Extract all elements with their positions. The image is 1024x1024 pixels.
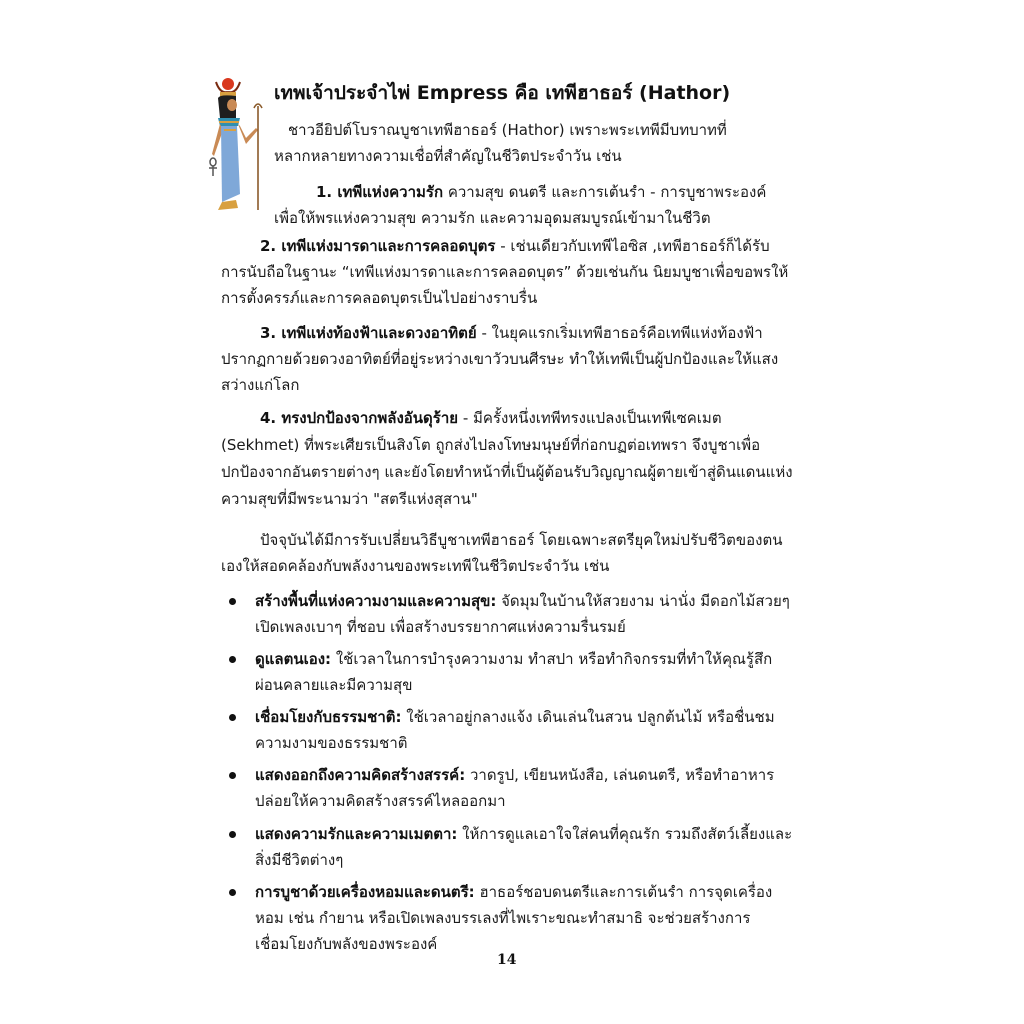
modern-line: เองให้สอดคล้องกับพลังงานของพระเทพีในชีวิตประจำวัน เช่น bbox=[221, 557, 610, 575]
role-text-line: ความสุขที่มีพระนามว่า "สตรีแห่งสุสาน" bbox=[221, 490, 478, 508]
bullet-item bbox=[255, 765, 774, 785]
role-text: ความสุข ดนตรี และการเต้นรำ - การบูชาพระองค์ bbox=[443, 183, 767, 201]
bullet-text-line: สิ่งมีชีวิตต่างๆ bbox=[255, 851, 344, 869]
role-text-line: (Sekhmet) ที่พระเศียรเป็นสิงโต ถูกส่งไปลงโทษมนุษย์ที่ก่อกบฏต่อเทพรา จึงบูชาเพื่อ bbox=[221, 436, 761, 454]
bullet-dot bbox=[229, 889, 236, 896]
bullet-item bbox=[255, 824, 792, 844]
role-heading: 2. เทพีแห่งมารดาและการคลอดบุตร bbox=[260, 237, 496, 255]
bullet-text: ให้การดูแลเอาใจใส่คนที่คุณรัก รวมถึงสัตว์เลี้ยงและ bbox=[457, 825, 793, 843]
role-text-line: เพื่อให้พรแห่งความสุข ความรัก และความอุดมสมบูรณ์เข้ามาในชีวิต bbox=[274, 209, 711, 227]
bullet-heading: เชื่อมโยงกับธรรมชาติ: bbox=[255, 708, 402, 726]
bullet-text-line: ปล่อยให้ความคิดสร้างสรรค์ไหลออกมา bbox=[255, 792, 506, 810]
bullet-text: ฮาธอร์ชอบดนตรีและการเต้นรำ การจุดเครื่อง bbox=[474, 883, 773, 901]
role-item bbox=[260, 323, 763, 343]
intro-line: หลากหลายทางความเชื่อที่สำคัญในชีวิตประจำวัน เช่น bbox=[274, 147, 622, 165]
bullet-text-line: เปิดเพลงเบาๆ ที่ชอบ เพื่อสร้างบรรยากาศแห่งความรื่นรมย์ bbox=[255, 618, 626, 636]
bullet-text: ใช้เวลาอยู่กลางแจ้ง เดินเล่นในสวน ปลูกต้นไม้ หรือชื่นชม bbox=[401, 708, 775, 726]
role-text-line: การตั้งครรภ์และการคลอดบุตรเป็นไปอย่างราบรื่น bbox=[221, 289, 538, 307]
bullet-text-line: เชื่อมโยงกับพลังของพระองค์ bbox=[255, 935, 438, 953]
bullet-dot bbox=[229, 656, 236, 663]
bullet-dot bbox=[229, 598, 236, 605]
bullet-text-line: หอม เช่น กำยาน หรือเปิดเพลงบรรเลงที่ไพเราะขณะทำสมาธิ จะช่วยสร้างการ bbox=[255, 909, 751, 927]
role-heading: 4. ทรงปกป้องจากพลังอันดุร้าย bbox=[260, 409, 459, 427]
modern-line: ปัจจุบันได้มีการรับเปลี่ยนวิธีบูชาเทพีฮาธอร์ โดยเฉพาะสตรียุคใหม่ปรับชีวิตของตน bbox=[260, 531, 783, 549]
role-text-line: สว่างแก่โลก bbox=[221, 376, 300, 394]
role-text-line: ปรากฏกายด้วยดวงอาทิตย์ที่อยู่ระหว่างเขาวัวบนศีรษะ ทำให้เทพีเป็นผู้ปกป้องและให้แสง bbox=[221, 350, 779, 368]
bullet-text-line: ความงามของธรรมชาติ bbox=[255, 734, 408, 752]
role-heading: 3. เทพีแห่งท้องฟ้าและดวงอาทิตย์ bbox=[260, 324, 477, 342]
bullet-heading: สร้างพื้นที่แห่งความงามและความสุข: bbox=[255, 592, 497, 610]
bullet-heading: แสดงออกถึงความคิดสร้างสรรค์: bbox=[255, 766, 466, 784]
bullet-item bbox=[255, 882, 772, 902]
bullet-heading: ดูแลตนเอง: bbox=[255, 650, 332, 668]
bullet-heading: แสดงความรักและความเมตตา: bbox=[255, 825, 458, 843]
page-number: 14 bbox=[497, 952, 517, 968]
role-item bbox=[260, 236, 770, 256]
bullet-dot bbox=[229, 714, 236, 721]
bullet-dot bbox=[229, 772, 236, 779]
role-text-line: ปกป้องจากอันตรายต่างๆ และยังโดยทำหน้าที่เป็นผู้ต้อนรับวิญญาณผู้ตายเข้าสู่ดินแดนแห่ง bbox=[221, 463, 793, 481]
role-text: - เช่นเดียวกับเทพีไอซิส ,เทพีฮาธอร์ก็ได้รับ bbox=[495, 237, 770, 255]
bullet-item bbox=[255, 591, 790, 611]
intro-line: ชาวอียิปต์โบราณบูชาเทพีฮาธอร์ (Hathor) เพราะพระเทพีมีบทบาทที่ bbox=[288, 121, 727, 139]
role-heading: 1. เทพีแห่งความรัก bbox=[316, 183, 444, 201]
role-item bbox=[316, 182, 766, 202]
bullet-text-line: ผ่อนคลายและมีความสุข bbox=[255, 676, 413, 694]
bullet-text: วาดรูป, เขียนหนังสือ, เล่นดนตรี, หรือทำอาหาร bbox=[465, 766, 775, 784]
role-text: - ในยุคแรกเริ่มเทพีฮาธอร์คือเทพีแห่งท้องฟ้า bbox=[476, 324, 763, 342]
role-text: - มีครั้งหนึ่งเทพีทรงแปลงเป็นเทพีเซคเมต bbox=[458, 409, 722, 427]
hathor-goddess-figure-icon bbox=[202, 74, 268, 216]
bullet-text: ใช้เวลาในการบำรุงความงาม ทำสปา หรือทำกิจกรรมที่ทำให้คุณรู้สึก bbox=[331, 650, 773, 668]
bullet-dot bbox=[229, 831, 236, 838]
page-title: เทพเจ้าประจำไพ่ Empress คือ เทพีฮาธอร์ (Hathor) bbox=[274, 82, 731, 104]
bullet-heading: การบูชาด้วยเครื่องหอมและดนตรี: bbox=[255, 883, 475, 901]
bullet-text: จัดมุมในบ้านให้สวยงาม น่านั่ง มีดอกไม้สวยๆ bbox=[496, 592, 790, 610]
bullet-item bbox=[255, 707, 775, 727]
bullet-item bbox=[255, 649, 772, 669]
role-item bbox=[260, 408, 722, 428]
role-text-line: การนับถือในฐานะ “เทพีแห่งมารดาและการคลอดบุตร” ด้วยเช่นกัน นิยมบูชาเพื่อขอพรให้ bbox=[221, 263, 789, 281]
